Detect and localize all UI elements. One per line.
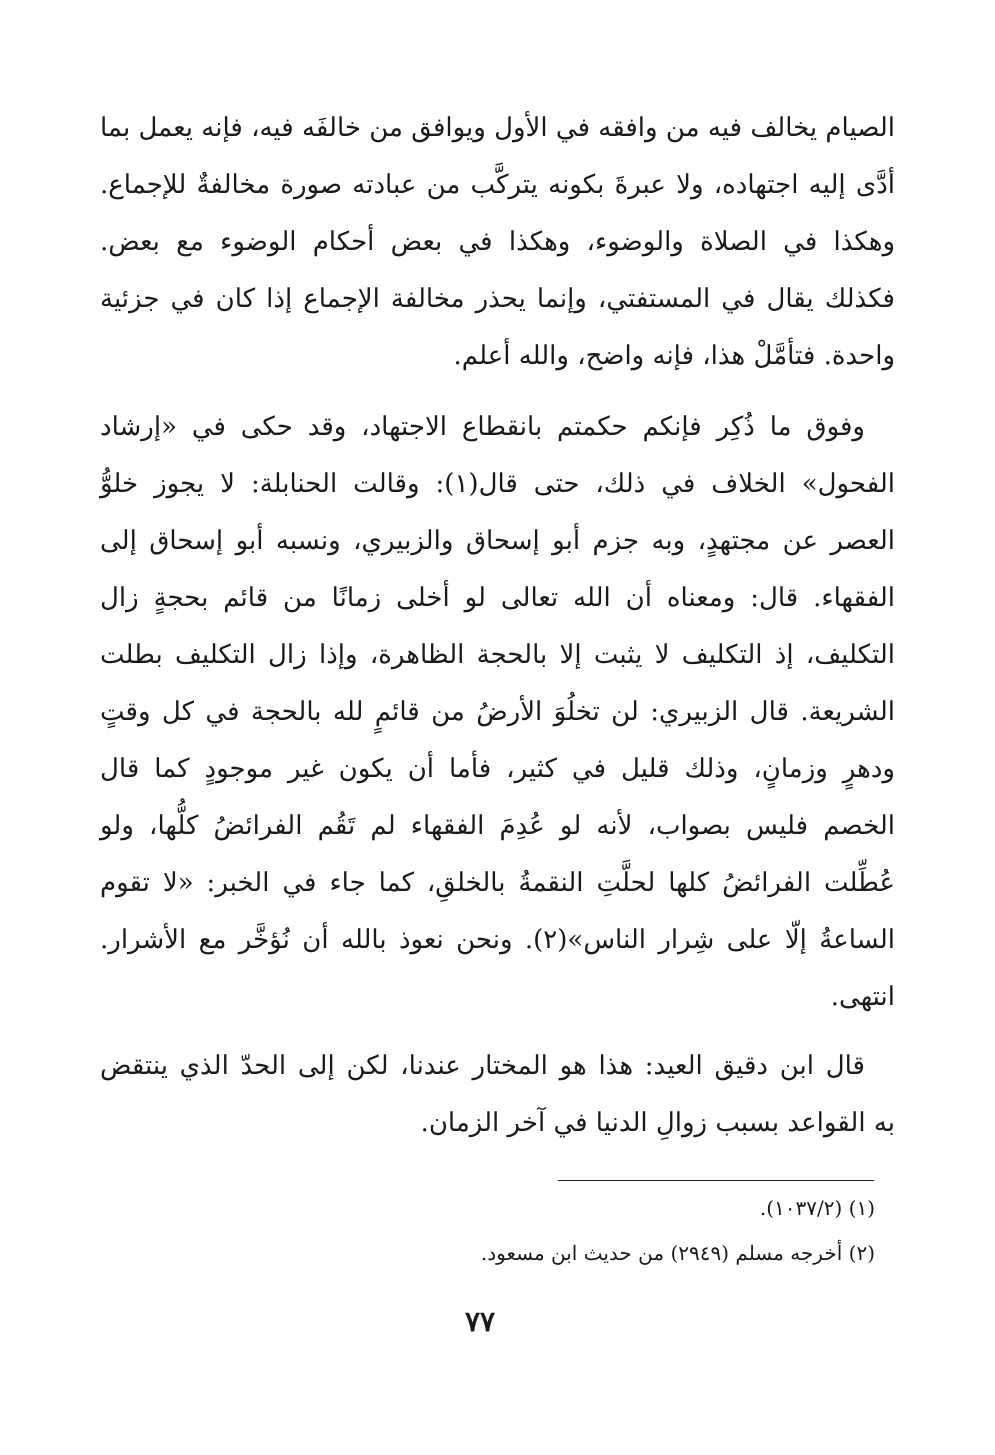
text-line: وفوق ما ذُكِر فإنكم حكمتم بانقطاع الاجتهاد، وقد حكى في «إرشاد bbox=[100, 412, 865, 442]
text-line: التكليف، إذ التكليف لا يثبت إلا بالحجة الظاهرة، وإذا زال التكليف بطلت bbox=[100, 640, 895, 670]
text-line: الشريعة. قال الزبيري: لن تخلُوَ الأرضُ من قائمٍ لله بالحجة في كل وقتٍ bbox=[100, 697, 895, 727]
text-line: أدَّى إليه اجتهاده، ولا عبرةَ بكونه يتركَّب من عبادته صورة مخالفةٌ للإجماع. bbox=[100, 170, 895, 200]
text-line: الفحول» الخلاف في ذلك، حتى قال(١): وقالت الحنابلة: لا يجوز خلوُّ bbox=[100, 469, 895, 499]
text-line: ودهرٍ وزمانٍ، وذلك قليل في كثير، فأما أن يكون غير موجودٍ كما قال bbox=[100, 754, 895, 784]
text-line: واحدة. فتأمَّلْ هذا، فإنه واضح، والله أعلم. bbox=[453, 341, 895, 371]
paragraph-3 bbox=[100, 1038, 895, 1152]
text-line: انتهى. bbox=[830, 982, 895, 1012]
text-line: قال ابن دقيق العيد: هذا هو المختار عندنا، لكن إلى الحدّ الذي ينتقض bbox=[100, 1051, 865, 1081]
footnote-divider bbox=[558, 1180, 874, 1181]
paragraph-2 bbox=[100, 399, 895, 1026]
page-body bbox=[100, 100, 895, 1152]
footnote-1: (١) (١٠٣٧/٢). bbox=[759, 1196, 875, 1220]
text-line: العصر عن مجتهدٍ، وبه جزم أبو إسحاق والزبيري، ونسبه أبو إسحاق إلى bbox=[100, 526, 895, 556]
footnote-2: (٢) أخرجه مسلم (٢٩٤٩) من حديث ابن مسعود. bbox=[480, 1241, 875, 1265]
text-line: الصيام يخالف فيه من وافقه في الأول ويوافق من خالفَه فيه، فإنه يعمل بما bbox=[100, 113, 895, 143]
text-line: الساعةُ إلّا على شِرار الناس»(٢). ونحن نعوذ بالله أن نُؤخَّر مع الأشرار. bbox=[100, 925, 895, 955]
text-line: الفقهاء. قال: ومعناه أن الله تعالى لو أخلى زمانًا من قائم بحجةٍ زال bbox=[100, 583, 895, 613]
text-line: فكذلك يقال في المستفتي، وإنما يحذر مخالفة الإجماع إذا كان في جزئية bbox=[100, 284, 895, 314]
text-line: الخصم فليس بصواب، لأنه لو عُدِمَ الفقهاء لم تَقُم الفرائضُ كلُّها، ولو bbox=[100, 811, 895, 841]
text-line: وهكذا في الصلاة والوضوء، وهكذا في بعض أحكام الوضوء مع بعض. bbox=[100, 227, 895, 257]
text-line: به القواعد بسبب زوالِ الدنيا في آخر الزمان. bbox=[420, 1108, 895, 1138]
page-number: ٧٧ bbox=[464, 1305, 496, 1338]
paragraph-1 bbox=[100, 100, 895, 385]
text-line: عُطِّلت الفرائضُ كلها لحلَّتِ النقمةُ بالخلقِ، كما جاء في الخبر: «لا تقوم bbox=[100, 868, 895, 898]
